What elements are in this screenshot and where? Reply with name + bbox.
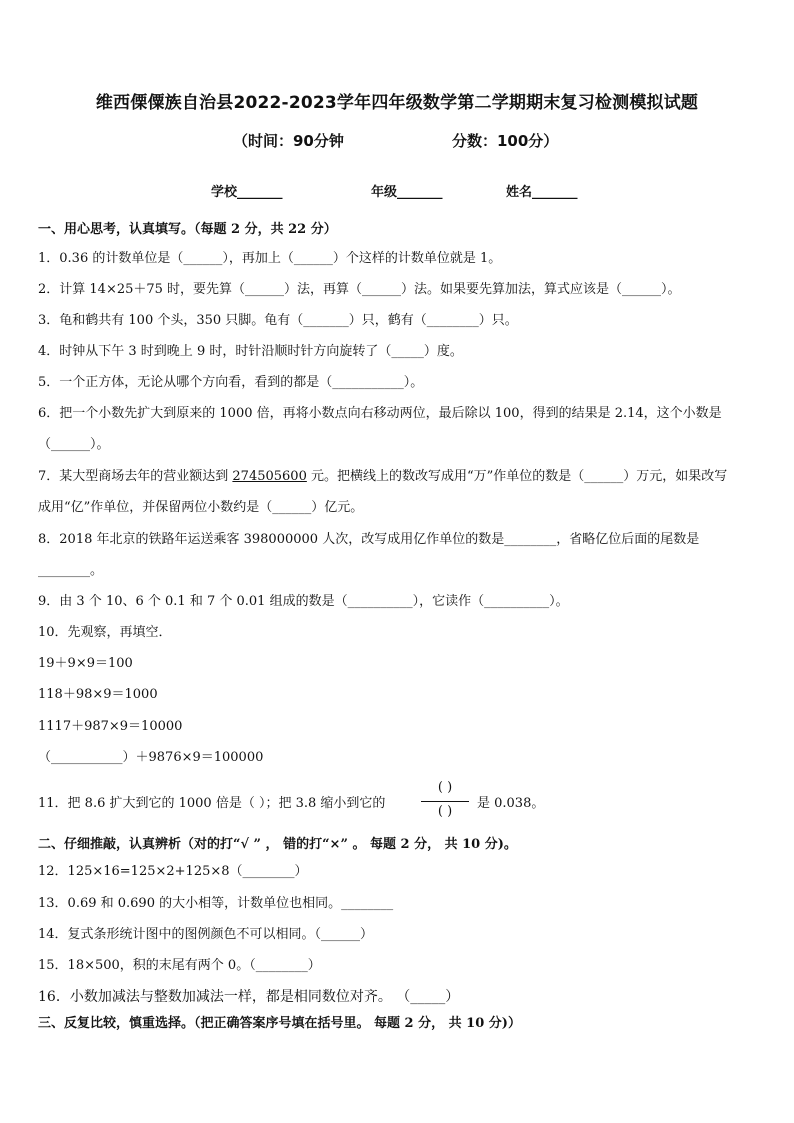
- section-3-heading: 三、反复比较，慎重选择。（把正确答案序号填在括号里。 每题 2 分， 共 10 分)）: [38, 1016, 521, 1031]
- section-2-heading: 二、仔细推敲，认真辨析（对的打“√ ” ， 错的打“×” 。 每题 2 分， 共 10 分)。: [38, 837, 517, 852]
- exam-title: 维西傈僳族自治县2022-2023学年四年级数学第二学期期末复习检测模拟试题: [95, 93, 699, 113]
- question-7-number: 274505600: [232, 469, 307, 484]
- question-15: 15．18×500，积的末尾有两个 0。（________）: [38, 958, 321, 973]
- question-12: 12．125×16=125×2+125×8（________）: [38, 864, 308, 879]
- question-9: 9．由 3 个 10、6 个 0.1 和 7 个 0.01 组成的数是（__________），它读作（__________）。: [38, 594, 569, 609]
- school-field[interactable]: 学校_______: [211, 185, 283, 200]
- question-14: 14．复式条形统计图中的图例颜色不可以相同。（______）: [38, 927, 374, 942]
- question-11-text-b: 是 0.038。: [477, 796, 545, 811]
- question-8-line-2: ________。: [38, 563, 104, 578]
- question-6-line-1: 6．把一个小数先扩大到原来的 1000 倍，再将小数点向右移动两位，最后除以 100，得到的结果是 2.14，这个小数是: [38, 406, 722, 421]
- question-8-line-1: 8．2018 年北京的铁路年运送乘客 398000000 人次，改写成用亿作单位的数是________，省略亿位后面的尾数是: [38, 532, 700, 547]
- question-7-text-a: 7．某大型商场去年的营业额达到: [38, 469, 233, 484]
- question-4: 4．时钟从下午 3 时到晚上 9 时，时针沿顺时针方向旋转了（_____）度。: [38, 344, 463, 359]
- question-6-line-2: （______）。: [38, 437, 110, 452]
- question-7-line-2: 成用“亿”作单位，并保留两位小数约是（______）亿元。: [38, 500, 364, 515]
- question-10-equation-2: 118＋98×9＝1000: [38, 687, 158, 702]
- question-11-fraction: [419, 779, 471, 825]
- name-field[interactable]: 姓名_______: [506, 185, 578, 200]
- fraction-bar: [421, 801, 469, 802]
- question-10-equation-1: 19＋9×9＝100: [38, 656, 133, 671]
- question-13: 13．0.69 和 0.690 的大小相等，计数单位也相同。________: [38, 896, 394, 911]
- question-11-text-a: 11．把 8.6 扩大到它的 1000 倍是（ ）；把 3.8 缩小到它的: [38, 796, 386, 811]
- question-1: 1．0.36 的计数单位是（______），再加上（______）个这样的计数单位就是 1。: [38, 251, 502, 266]
- question-10-equation-3: 1117＋987×9＝10000: [38, 719, 183, 734]
- section-1-heading: 一、用心思考，认真填写。（每题 2 分，共 22 分）: [38, 222, 337, 237]
- question-16: 16．小数加减法与整数加减法一样，都是相同数位对齐。 （_____）: [38, 989, 460, 1005]
- fraction-denominator: ( ): [437, 804, 453, 819]
- question-10-equation-4: （___________）＋9876×9＝100000: [38, 750, 264, 765]
- question-5: 5．一个正方体，无论从哪个方向看，看到的都是（___________）。: [38, 375, 424, 390]
- exam-time: （时间：90分钟: [233, 132, 344, 150]
- exam-score: 分数：100分）: [452, 132, 559, 150]
- question-10: 10．先观察，再填空．: [38, 625, 172, 640]
- question-2: 2．计算 14×25＋75 时，要先算（______）法，再算（______）法。如果要先算加法，算式应该是（______）。: [38, 282, 681, 297]
- question-3: 3．龟和鹤共有 100 个头，350 只脚。龟有（_______）只，鹤有（________）只。: [38, 313, 518, 328]
- question-7-text-b: 元。把横线上的数改写成用“万”作单位的数是（______）万元，如果改写: [306, 469, 728, 484]
- question-7-line-1: [38, 468, 727, 486]
- fraction-numerator: ( ): [437, 780, 453, 795]
- grade-field[interactable]: 年级_______: [371, 185, 443, 200]
